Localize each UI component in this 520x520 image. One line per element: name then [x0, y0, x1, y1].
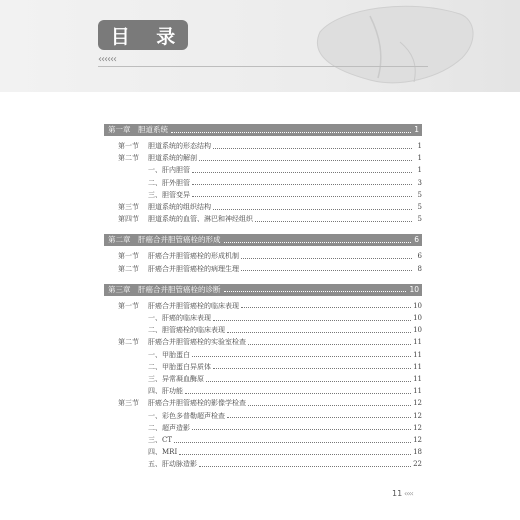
subsection-entry[interactable]	[148, 411, 422, 421]
dot-leader	[206, 381, 411, 382]
section-page: 10	[413, 301, 422, 310]
section-number: 第二节	[118, 154, 139, 163]
subsection-page: 22	[413, 460, 422, 469]
section-page: 1	[417, 142, 422, 150]
chapter-page: 10	[409, 284, 419, 294]
section-entry[interactable]	[118, 264, 422, 274]
chapter-title: 第三章 肝癌合并胆管癌栓的诊断	[108, 284, 221, 294]
dot-leader	[192, 429, 411, 430]
dot-leader	[192, 172, 412, 173]
page-number: 11	[392, 489, 403, 498]
chapter-title: 第一章 胆道系统	[108, 125, 168, 134]
dot-leader	[179, 454, 411, 455]
chevrons-decoration-icon: ‹‹‹‹‹‹	[98, 54, 116, 65]
dot-leader	[192, 356, 411, 357]
dot-leader	[224, 242, 412, 243]
subsection-title: 四、MRI	[148, 448, 178, 457]
dot-leader	[213, 209, 412, 210]
section-number: 第一节	[118, 142, 139, 150]
section-number: 第四节	[118, 215, 139, 224]
section-number: 第二节	[118, 338, 139, 347]
section-title: 胆道系统的血管、淋巴和神经组织	[148, 215, 253, 224]
section-page: 1	[417, 154, 422, 163]
section-title: 肝癌合并胆管癌栓的病理生理	[148, 264, 239, 273]
section-entry[interactable]	[118, 398, 422, 408]
subsection-entry[interactable]	[148, 362, 422, 372]
section-page: 5	[417, 203, 422, 211]
dot-leader	[199, 466, 411, 467]
subsection-entry[interactable]	[148, 386, 422, 396]
dot-leader	[241, 258, 412, 259]
dot-leader	[192, 196, 412, 197]
section-entry[interactable]	[118, 214, 422, 224]
section-entry[interactable]	[118, 141, 422, 151]
footer-chevrons-icon: ‹‹‹‹	[404, 489, 413, 498]
subsection-title: 二、超声造影	[148, 423, 190, 432]
subsection-entry[interactable]	[148, 374, 422, 384]
subsection-entry[interactable]	[148, 313, 422, 323]
subsection-title: 一、肝癌的临床表现	[148, 314, 211, 322]
section-number: 第二节	[118, 264, 139, 273]
chapter-heading[interactable]	[104, 284, 422, 296]
dot-leader	[213, 368, 411, 369]
dot-leader	[241, 270, 412, 271]
subsection-title: 一、彩色多普勒超声检查	[148, 411, 225, 420]
section-entry[interactable]	[118, 153, 422, 163]
section-page: 8	[417, 264, 422, 273]
section-title: 胆道系统的解剖	[148, 154, 197, 163]
subsection-title: 五、肝动脉造影	[148, 460, 197, 469]
section-page: 5	[417, 215, 422, 224]
section-entry[interactable]	[118, 251, 422, 261]
section-page: 11	[413, 338, 422, 347]
subsection-entry[interactable]	[148, 435, 422, 445]
subsection-page: 12	[413, 411, 422, 420]
dot-leader	[255, 221, 412, 222]
chapter-title: 第二章 肝癌合并胆管癌栓的形成	[108, 235, 221, 245]
subsection-page: 11	[413, 362, 422, 371]
subsection-page: 3	[417, 178, 422, 187]
dot-leader	[227, 417, 411, 418]
section-number: 第一节	[118, 252, 139, 261]
subsection-title: 二、肝外胆管	[148, 178, 190, 187]
subsection-title: 四、肝功能	[148, 387, 183, 396]
subsection-entry[interactable]	[148, 350, 422, 360]
subsection-page: 12	[413, 423, 422, 432]
dot-leader	[227, 332, 411, 333]
subsection-entry[interactable]	[148, 165, 422, 175]
subsection-page: 11	[413, 387, 422, 396]
subsection-entry[interactable]	[148, 459, 422, 469]
subsection-entry[interactable]	[148, 325, 422, 335]
section-entry[interactable]	[118, 301, 422, 311]
dot-leader	[248, 344, 411, 345]
subsection-page: 10	[413, 314, 422, 322]
subsection-page: 11	[413, 350, 422, 359]
section-title: 胆道系统的组织结构	[148, 203, 211, 211]
section-title: 肝癌合并胆管癌栓的临床表现	[148, 301, 239, 310]
subsection-title: 一、肝内胆管	[148, 166, 190, 175]
subsection-entry[interactable]	[148, 423, 422, 433]
dot-leader	[248, 405, 411, 406]
subsection-title: 三、异常凝血酶原	[148, 375, 204, 383]
subsection-entry[interactable]	[148, 178, 422, 188]
dot-leader	[171, 132, 411, 133]
dot-leader	[174, 442, 411, 443]
subsection-title: 三、胆管变异	[148, 190, 190, 199]
subsection-page: 1	[417, 166, 422, 175]
dot-leader	[199, 160, 412, 161]
subsection-page: 5	[417, 190, 422, 199]
subsection-entry[interactable]	[148, 190, 422, 200]
dot-leader	[192, 184, 412, 185]
chapter-page: 6	[414, 235, 419, 245]
section-title: 肝癌合并胆管癌栓的影像学检查	[148, 399, 246, 408]
subsection-page: 18	[413, 448, 422, 457]
chapter-heading[interactable]	[104, 234, 422, 246]
subsection-title: 二、胆管癌栓的临床表现	[148, 326, 225, 335]
section-entry[interactable]	[118, 337, 422, 347]
subsection-page: 12	[413, 436, 422, 444]
dot-leader	[241, 307, 411, 308]
dot-leader	[224, 291, 407, 292]
section-number: 第三节	[118, 203, 139, 211]
section-entry[interactable]	[118, 202, 422, 212]
section-title: 肝癌合并胆管癌栓的实验室检查	[148, 338, 246, 347]
subsection-page: 11	[413, 375, 422, 383]
section-number: 第一节	[118, 301, 139, 310]
page-title: 目 录	[110, 25, 186, 48]
section-page: 12	[413, 399, 422, 408]
subsection-entry[interactable]	[148, 447, 422, 457]
subsection-page: 10	[413, 326, 422, 335]
section-title: 肝癌合并胆管癌栓的形成机制	[148, 252, 239, 261]
dot-leader	[213, 320, 411, 321]
section-title: 胆道系统的形态结构	[148, 142, 211, 150]
section-number: 第三节	[118, 399, 139, 408]
subsection-title: 三、CT	[148, 436, 173, 444]
dot-leader	[185, 393, 411, 394]
section-page: 6	[417, 252, 422, 261]
dot-leader	[213, 148, 412, 149]
subsection-title: 一、甲胎蛋白	[148, 350, 190, 359]
chapter-heading[interactable]	[104, 124, 422, 136]
chapter-page: 1	[414, 125, 419, 134]
subsection-title: 二、甲胎蛋白异质体	[148, 362, 211, 371]
